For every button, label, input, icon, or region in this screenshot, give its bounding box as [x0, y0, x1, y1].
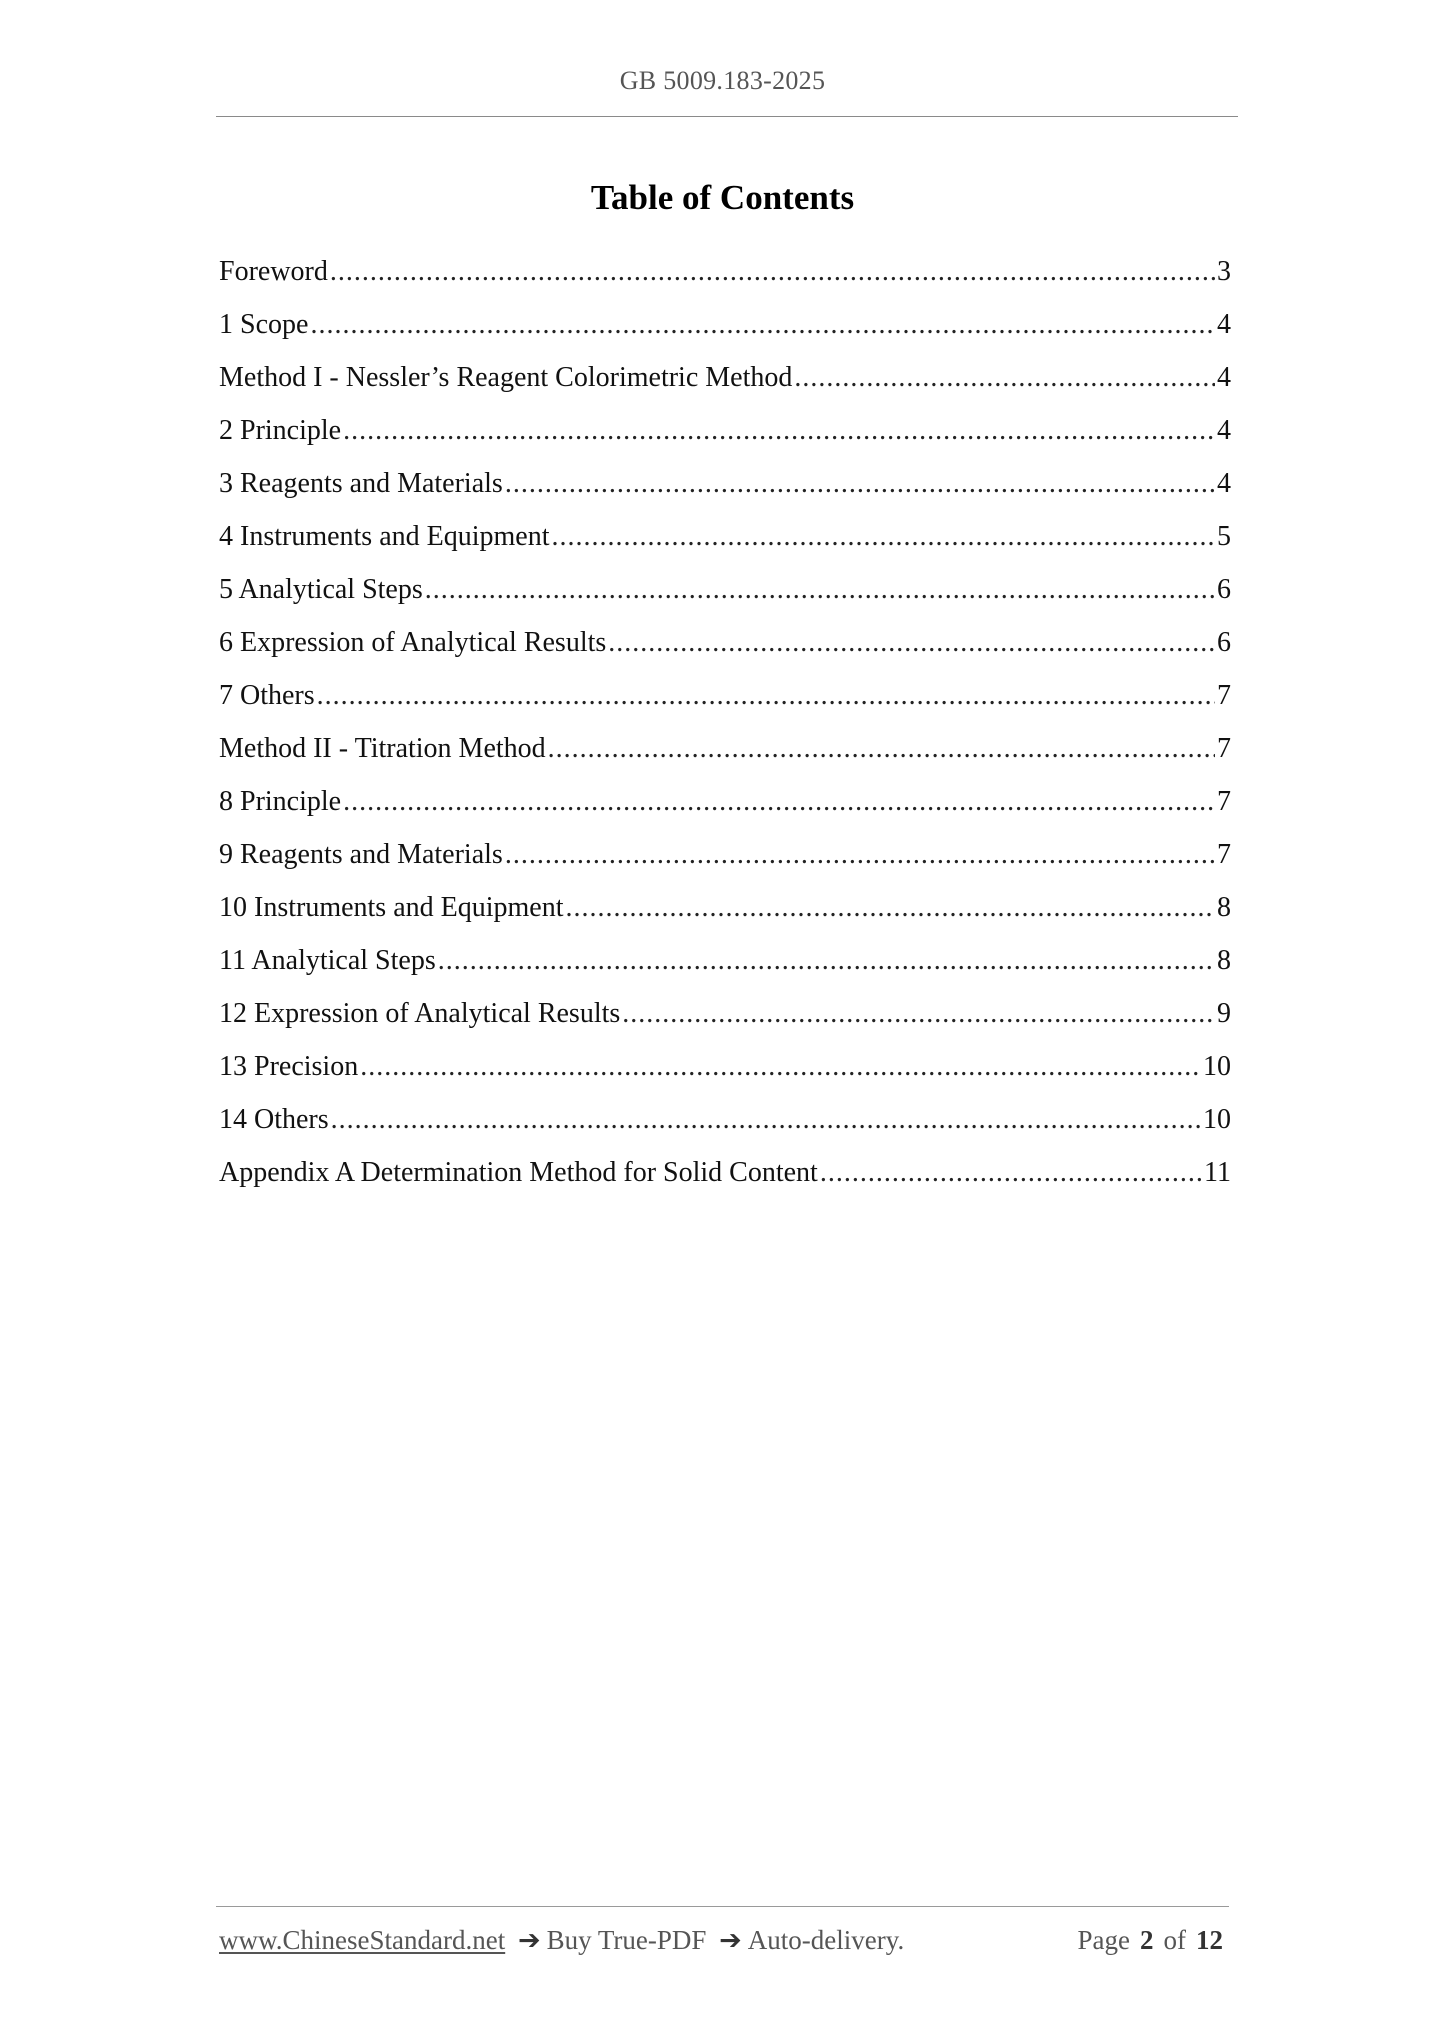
toc-entry[interactable]: [219, 888, 1231, 941]
toc-dot-leader: [566, 888, 1215, 928]
toc-entry[interactable]: [219, 782, 1231, 835]
page-word: Page: [1077, 1925, 1130, 1955]
toc-dot-leader: [608, 623, 1215, 663]
toc-entry-page: 4: [1217, 468, 1231, 499]
toc-entry-label: 5 Analytical Steps: [219, 574, 423, 605]
toc-entry-label: Appendix A Determination Method for Solid Content: [219, 1157, 818, 1188]
toc-entry[interactable]: [219, 517, 1231, 570]
footer-promo: [219, 1925, 904, 1956]
toc-dot-leader: [438, 941, 1215, 981]
toc-dot-leader: [622, 994, 1215, 1034]
toc-dot-leader: [331, 1100, 1201, 1140]
of-word: of: [1163, 1925, 1186, 1955]
footer-divider: [216, 1906, 1229, 1907]
toc-dot-leader: [360, 1047, 1201, 1087]
toc-entry-page: 7: [1217, 733, 1231, 764]
toc-entry-page: 6: [1217, 574, 1231, 605]
toc-entry[interactable]: [219, 1047, 1231, 1100]
toc-entry-page: 10: [1203, 1051, 1231, 1082]
toc-entry-label: 14 Others: [219, 1104, 329, 1135]
toc-entry[interactable]: [219, 994, 1231, 1047]
toc-entry-page: 8: [1217, 945, 1231, 976]
toc-entry-page: 7: [1217, 839, 1231, 870]
toc-entry-label: 10 Instruments and Equipment: [219, 892, 564, 923]
toc-entry[interactable]: [219, 464, 1231, 517]
toc-entry-label: 8 Principle: [219, 786, 342, 817]
page-indicator: [1078, 1925, 1223, 1956]
toc-dot-leader: [343, 411, 1215, 451]
toc-entry-page: 5: [1217, 521, 1231, 552]
toc-dot-leader: [552, 517, 1215, 557]
toc-entry[interactable]: [219, 676, 1231, 729]
toc-entry-label: 1 Scope: [219, 309, 309, 340]
toc-entry[interactable]: [219, 623, 1231, 676]
toc-entry-label: Method I - Nessler’s Reagent Colorimetric Method: [219, 362, 793, 393]
toc-entry-page: 8: [1217, 892, 1231, 923]
toc-dot-leader: [343, 782, 1215, 822]
toc-entry[interactable]: [219, 1153, 1231, 1206]
toc-entry[interactable]: [219, 729, 1231, 782]
toc-dot-leader: [425, 570, 1215, 610]
toc-entry-label: 4 Instruments and Equipment: [219, 521, 550, 552]
toc-dot-leader: [310, 305, 1215, 345]
toc-entry-label: 12 Expression of Analytical Results: [219, 998, 621, 1029]
toc-entry[interactable]: [219, 252, 1231, 305]
toc-dot-leader: [505, 464, 1215, 504]
toc-entry[interactable]: [219, 358, 1231, 411]
toc-entry-label: 2 Principle: [219, 415, 342, 446]
toc-entry-page: 4: [1217, 309, 1231, 340]
total-pages-number: 12: [1196, 1925, 1223, 1955]
toc-entry-label: 11 Analytical Steps: [219, 945, 436, 976]
toc-entry[interactable]: [219, 835, 1231, 888]
toc-dot-leader: [317, 676, 1215, 716]
toc-entry-page: 11: [1204, 1157, 1231, 1188]
toc-dot-leader: [794, 358, 1215, 398]
toc-entry-label: 3 Reagents and Materials: [219, 468, 503, 499]
page-footer: [219, 1925, 1229, 1965]
toc-entry-label: 13 Precision: [219, 1051, 359, 1082]
toc-entry-page: 10: [1203, 1104, 1231, 1135]
toc-heading: Table of Contents: [590, 178, 855, 217]
right-arrow-icon: ➔: [517, 1925, 541, 1955]
toc-entry-label: 9 Reagents and Materials: [219, 839, 503, 870]
toc-dot-leader: [548, 729, 1215, 769]
footer-step-delivery: Auto-delivery.: [747, 1925, 905, 1955]
toc-entry[interactable]: [219, 1100, 1231, 1153]
toc-dot-leader: [820, 1153, 1202, 1193]
toc-dot-leader: [505, 835, 1215, 875]
toc-entry-page: 7: [1217, 680, 1231, 711]
toc-entry-label: Foreword: [219, 256, 328, 287]
toc-entry-page: 4: [1217, 415, 1231, 446]
toc-entry-page: 7: [1217, 786, 1231, 817]
toc-entry-page: 4: [1217, 362, 1231, 393]
toc-list: [219, 252, 1231, 1206]
toc-entry[interactable]: [219, 941, 1231, 994]
toc-entry[interactable]: [219, 411, 1231, 464]
toc-entry-page: 3: [1217, 256, 1231, 287]
toc-entry-label: 7 Others: [219, 680, 315, 711]
website-link[interactable]: www.ChineseStandard.net: [219, 1925, 506, 1955]
document-header-title: GB 5009.183-2025: [619, 66, 826, 95]
toc-entry[interactable]: [219, 570, 1231, 623]
toc-entry-label: 6 Expression of Analytical Results: [219, 627, 607, 658]
toc-entry[interactable]: [219, 305, 1231, 358]
toc-entry-page: 9: [1217, 998, 1231, 1029]
toc-entry-page: 6: [1217, 627, 1231, 658]
header-divider: [216, 116, 1238, 117]
toc-dot-leader: [330, 252, 1215, 292]
footer-step-buy: Buy True-PDF: [546, 1925, 707, 1955]
toc-entry-label: Method II - Titration Method: [219, 733, 546, 764]
current-page-number: 2: [1140, 1925, 1154, 1955]
right-arrow-icon: ➔: [719, 1925, 742, 1955]
